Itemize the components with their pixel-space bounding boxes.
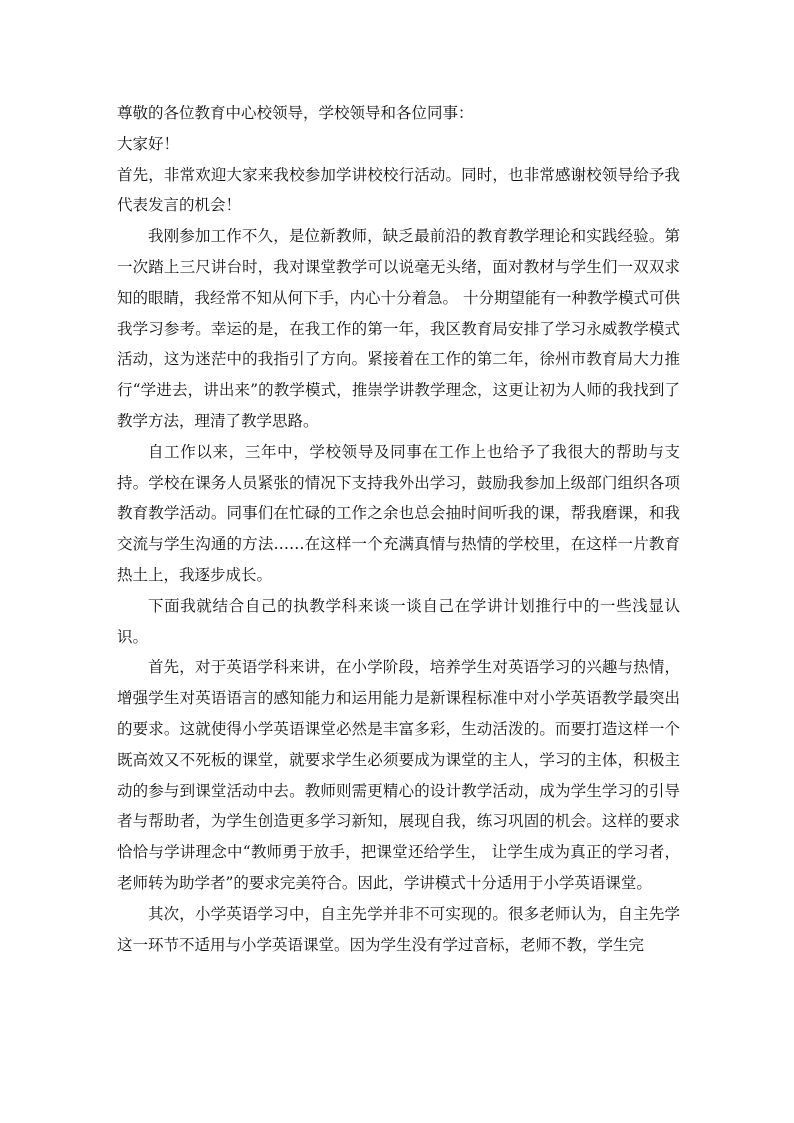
document-page [117,98,680,960]
salutation: 尊敬的各位教育中心校领导，学校领导和各位同事： [117,104,474,122]
paragraph-intro-views: 下面我就结合自己的执教学科来谈一谈自己在学讲计划推行中的一些浅显认识。 [117,596,680,646]
paragraph-welcome: 首先，非常欢迎大家来我校参加学讲校校行活动。同时，也非常感谢校领导给予我代表发言的机会！ [117,165,680,215]
greeting: 大家好！ [117,134,180,153]
paragraph-self-study: 其次，小学英语学习中，自主先学并非不可实现的。很多老师认为，自主先学这一环节不适用与小学英语课堂。因为学生没有学过音标，老师不教，学生完 [117,904,680,954]
paragraph-school-support: 自工作以来，三年中，学校领导及同事在工作上也给予了我很大的帮助与支持。学校在课务人员紧张的情况下支持我外出学习，鼓励我参加上级部门组织各项教育教学活动。同事们在忙碌的工作之余也总会抽时间听我的课，帮我磨课，和我交流与学生沟通的方法……在这样一个充满真情与热情的学校里，在这样一片教育热土上，我逐步成长。 [117,442,680,584]
paragraph-english-subject: 首先，对于英语学科来讲，在小学阶段，培养学生对英语学习的兴趣与热情，增强学生对英语语言的感知能力和运用能力是新课程标准中对小学英语教学最突出的要求。这就使得小学英语课堂必然是丰富多彩，生动活泼的。而要打造这样一个既高效又不死板的课堂，就要求学生必须要成为课堂的主人，学习的主体，积极主动的参与到课堂活动中去。教师则需更精心的设计教学活动，成为学生学习的引导者与帮助者，为学生创造更多学习新知，展现自我，练习巩固的机会。这样的要求恰恰与学讲理念中“教师勇于放手，把课堂还给学生， 让学生成为真正的学习者，老师转为助学者”的要求完美符合。因此，学讲模式十分适用于小学英语课堂。 [117,658,680,892]
paragraph-new-teacher: 我刚参加工作不久，是位新教师，缺乏最前沿的教育教学理论和实践经验。第一次踏上三尺讲台时，我对课堂教学可以说毫无头绪，面对教材与学生们一双双求知的眼睛，我经常不知从何下手，内心十分着急。 十分期望能有一种教学模式可供我学习参考。幸运的是，在我工作的第一年，我区教育局安排了学习永威教学模式活动，这为迷茫中的我指引了方向。紧接着在工作的第二年，徐州市教育局大力推行“学进去，讲出来”的教学模式，推崇学讲教学理念，这更让初为人师的我找到了教学方法，理清了教学思路。 [117,227,680,430]
